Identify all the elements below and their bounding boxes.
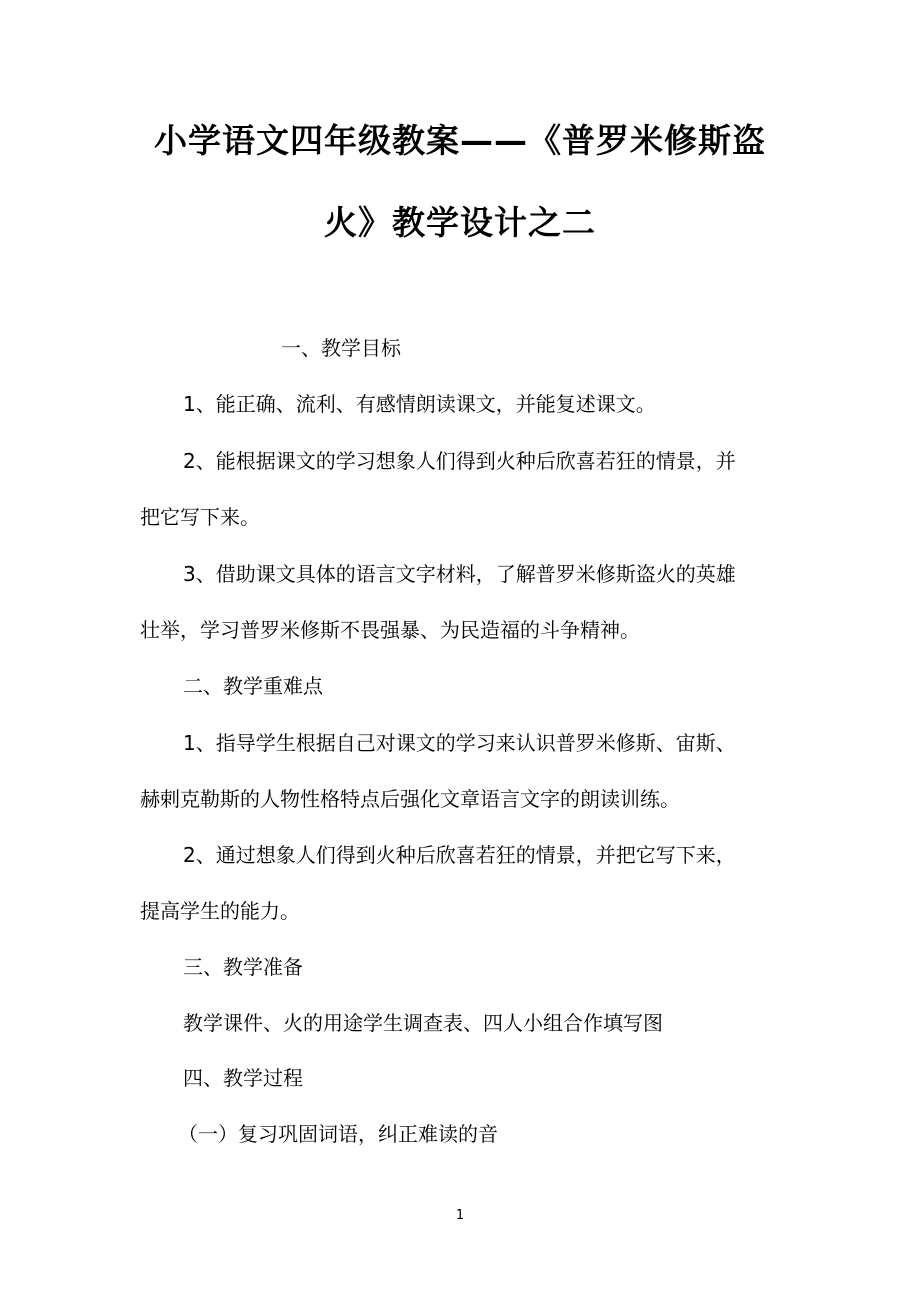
objective-2-line-2: 把它写下来。 bbox=[140, 505, 260, 529]
section-heading-key-points: 二、教学重难点 bbox=[183, 674, 323, 698]
preparation-text: 教学课件、火的用途学生调查表、四人小组合作填写图 bbox=[183, 1011, 663, 1035]
objective-2-line-1: 2、能根据课文的学习想象人们得到火种后欣喜若狂的情景，并 bbox=[183, 449, 736, 473]
document-title-line-2: 火》教学设计之二 bbox=[324, 203, 596, 242]
key-point-2-line-1: 2、通过想象人们得到火种后欣喜若狂的情景，并把它写下来， bbox=[183, 843, 736, 867]
page-number: 1 bbox=[455, 1208, 465, 1223]
key-point-2-line-2: 提高学生的能力。 bbox=[140, 899, 300, 923]
key-point-1-line-1: 1、指导学生根据自己对课文的学习来认识普罗米修斯、宙斯、 bbox=[183, 731, 736, 755]
objective-1: 1、能正确、流利、有感情朗读课文，并能复述课文。 bbox=[183, 392, 656, 416]
objective-3-line-1: 3、借助课文具体的语言文字材料，了解普罗米修斯盗火的英雄 bbox=[183, 562, 736, 586]
document-title-line-1: 小学语文四年级教案——《普罗米修斯盗 bbox=[154, 121, 766, 160]
section-heading-preparation: 三、教学准备 bbox=[183, 955, 303, 979]
process-step-1: （一）复习巩固词语，纠正难读的音 bbox=[178, 1122, 498, 1146]
section-heading-process: 四、教学过程 bbox=[183, 1066, 303, 1090]
objective-3-line-2: 壮举，学习普罗米修斯不畏强暴、为民造福的斗争精神。 bbox=[140, 618, 640, 642]
section-heading-objectives: 一、教学目标 bbox=[281, 336, 401, 360]
key-point-1-line-2: 赫剌克勒斯的人物性格特点后强化文章语言文字的朗读训练。 bbox=[140, 787, 680, 811]
